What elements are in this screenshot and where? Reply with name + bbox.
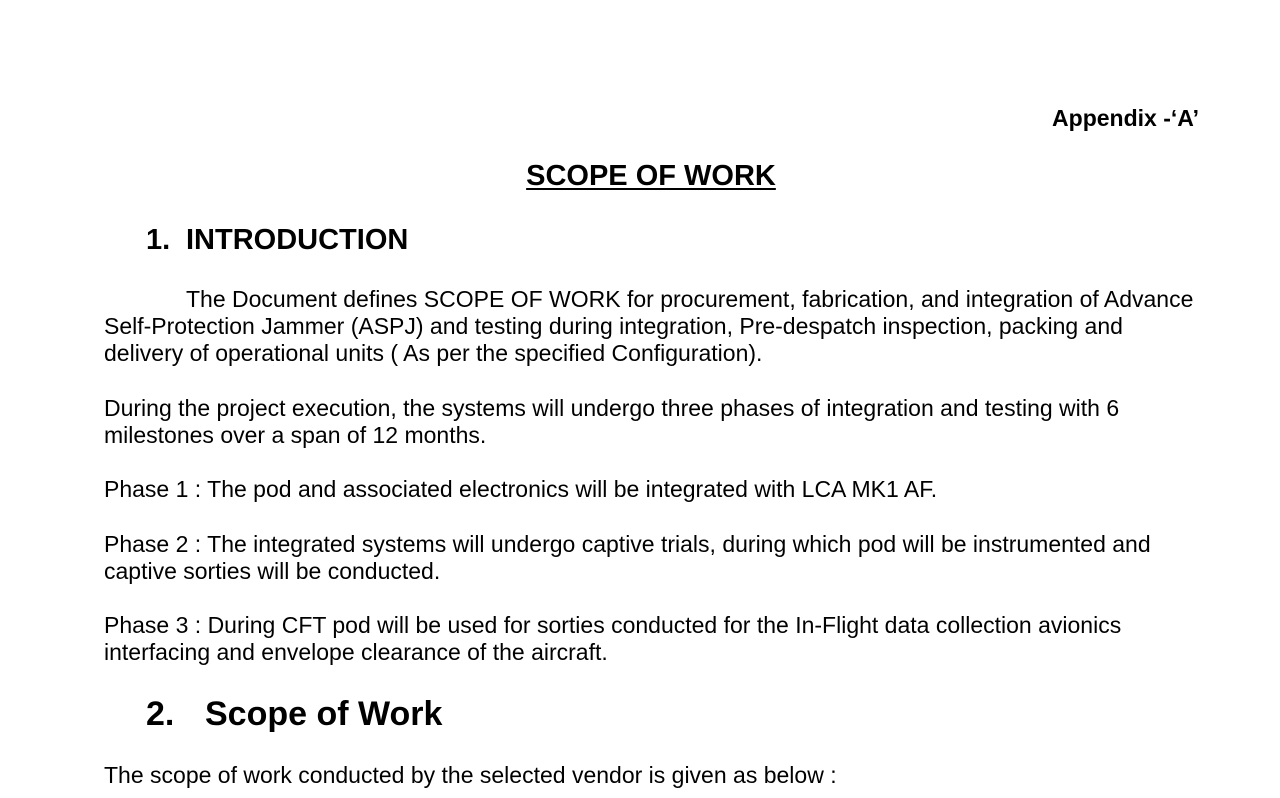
intro-paragraph: The Document defines SCOPE OF WORK for procurement, fabrication, and integration of Advance Self-Protection Jammer (ASPJ) and testing during integration, Pre-despatch inspection, packing and delivery of operational units ( As per the specified Configuration). — [104, 286, 1194, 366]
section-title: Scope of Work — [205, 695, 443, 733]
execution-paragraph: During the project execution, the systems will undergo three phases of integration and testing with 6 milestones over a span of 12 months. — [104, 395, 1120, 448]
document-title: SCOPE OF WORK — [526, 160, 776, 192]
section-number: 1. — [146, 224, 171, 256]
phase-1-paragraph: Phase 1 : The pod and associated electronics will be integrated with LCA MK1 AF. — [104, 476, 938, 502]
phase-3-paragraph: Phase 3 : During CFT pod will be used for sorties conducted for the In-Flight data collection avionics interfacing and envelope clearance of the aircraft. — [104, 612, 1122, 665]
appendix-label: Appendix -‘A’ — [1052, 105, 1199, 131]
phase-2-paragraph: Phase 2 : The integrated systems will undergo captive trials, during which pod will be instrumented and captive sorties will be conducted. — [104, 531, 1151, 584]
section-heading-scope-of-work — [146, 693, 442, 735]
section-heading-introduction — [146, 222, 408, 258]
section-number: 2. — [146, 695, 175, 733]
section-title: INTRODUCTION — [186, 224, 409, 256]
scope-paragraph: The scope of work conducted by the selected vendor is given as below : — [104, 762, 837, 788]
